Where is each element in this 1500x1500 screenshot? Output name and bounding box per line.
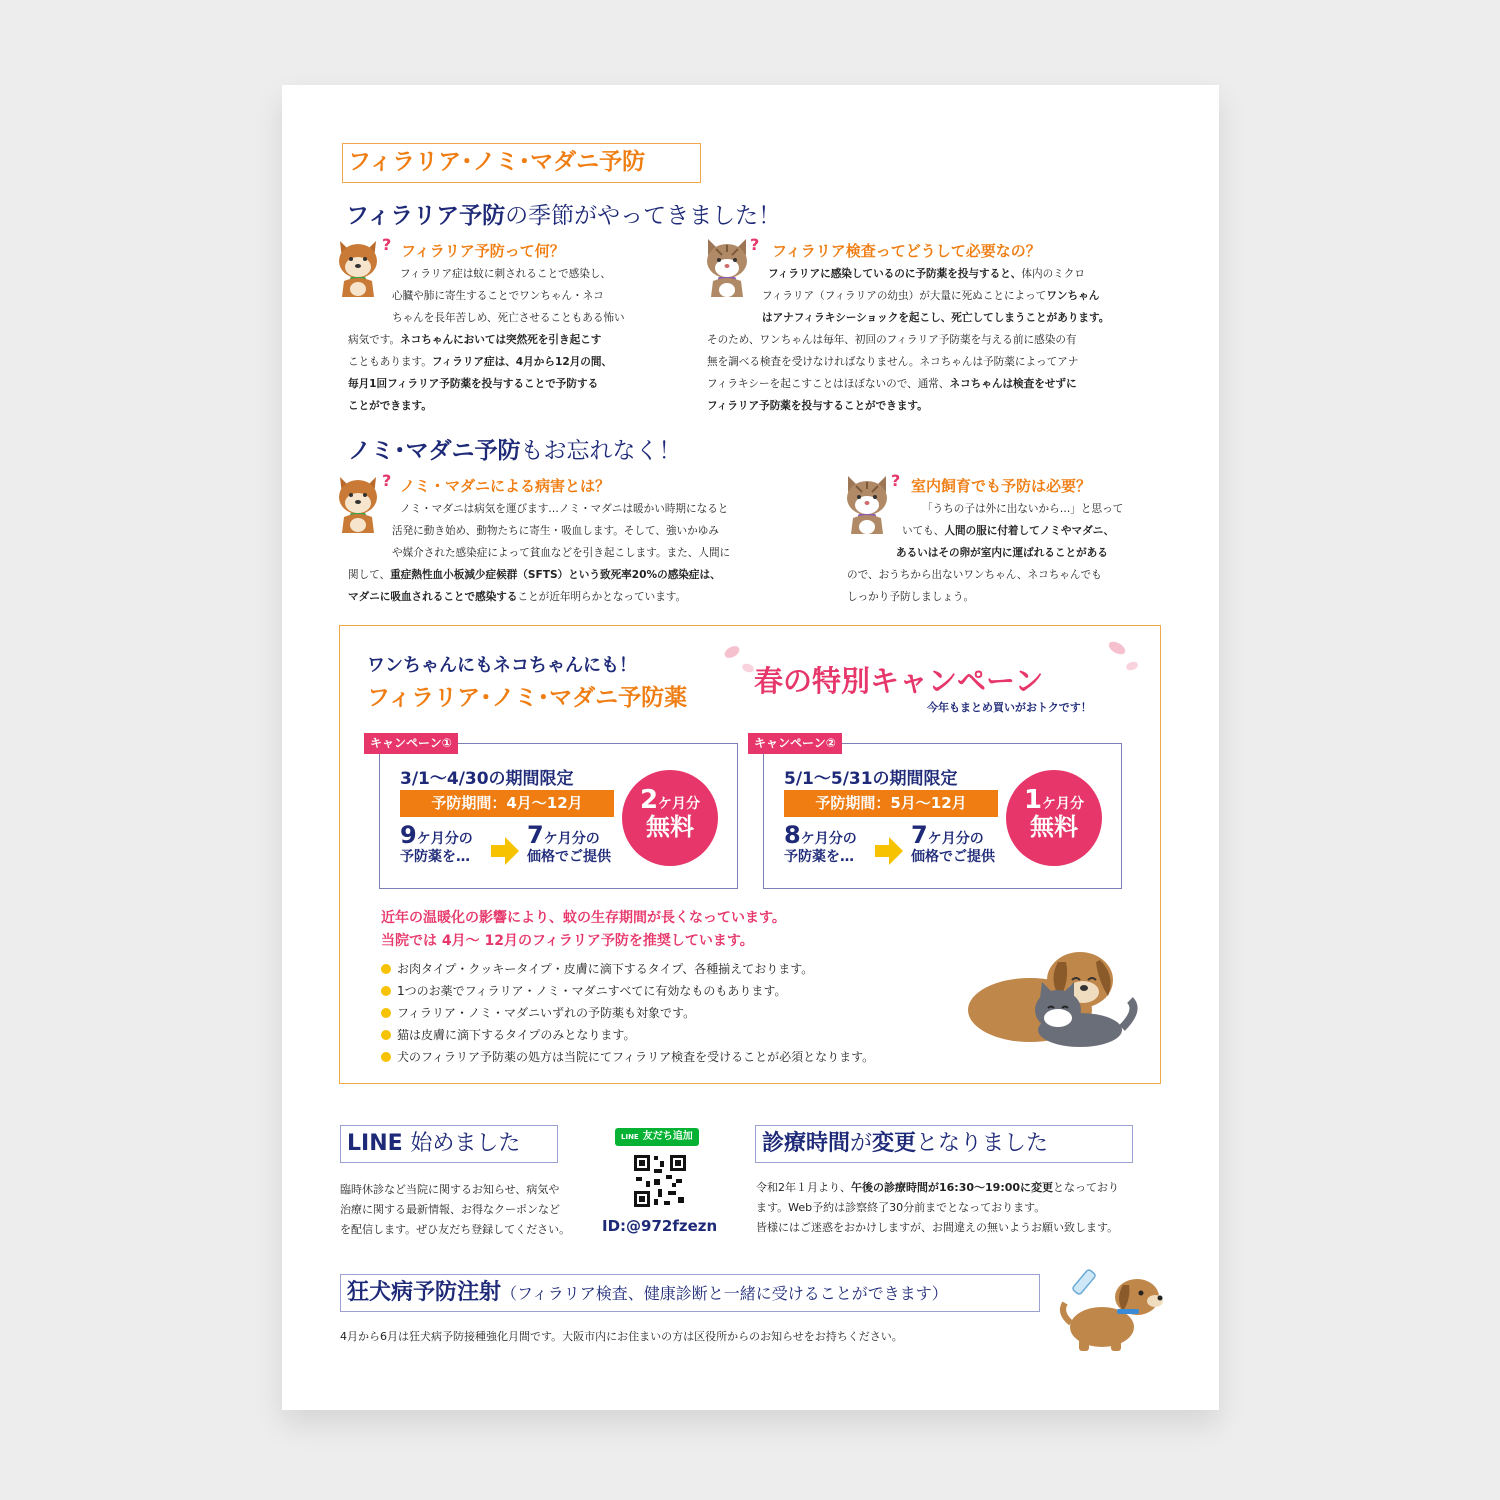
q4-line-4: ので、おうちから出ないワンちゃん、ネコちゃんでも [847,569,1102,581]
bullet-dot-icon [381,1052,391,1062]
question-mark-icon: ? [382,471,392,490]
q1-line-5a: こともあります。 [348,356,432,368]
campaign-1-free-badge [622,770,718,866]
hours-heading-d: となりました [916,1131,1049,1156]
line-text-2: 治療に関する最新情報、お得なクーポンなど [340,1203,560,1216]
line-text-3: を配信します。ぜひ友だち登録してください。 [340,1223,571,1236]
campaign-1-band: 予防期間：4月～12月 [400,790,614,817]
q3-line-3: や媒介された感染症によって貧血などを引き起こします。また、人間に [392,547,731,559]
bullet-dot-icon [381,1030,391,1040]
q3-line-2: 活発に動き始め、動物たちに寄生・吸血します。そして、強いかゆみ [392,525,719,537]
bullet-dot-icon [381,964,391,974]
q2-line-1b: 体内のミクロ [1021,268,1085,280]
line-logo-icon: LINE [621,1133,639,1141]
q1-line-4 [348,329,601,351]
warming-notice-2: 当院では 4月～ 12月のフィラリア予防を推奨しています。 [381,933,754,949]
campaign-1-to [527,821,611,866]
q4-line-2b: 人間の服に付着してノミやマダニ、 [944,525,1115,537]
q3-line-4a: 関して、 [348,569,391,581]
question-mark-icon: ? [891,471,901,490]
line-heading-a: LINE [347,1131,403,1156]
campaign-head-1: ワンちゃんにもネコちゃんにも！ [367,655,637,676]
q2-line-4: そのため、ワンちゃんは毎年、初回のフィラリア予防薬を与える前に感染の有 [707,334,1077,346]
campaign-2-from-a: ケ月分の [800,831,857,847]
campaign-1-free-unit: ケ月分 [658,796,701,812]
filaria-heading-rest: の季節がやってきました！ [505,203,782,229]
campaign-1-from-num: 9 [400,821,417,849]
campaign-1-from-a: ケ月分の [416,831,473,847]
list-item [381,980,874,1002]
rabies-heading [340,1274,1040,1312]
campaign-2-tag: キャンペーン② [748,733,842,754]
q3-line-5a: マダニに吸血されることで感染する [348,591,518,603]
q2-line-5: 無を調べる検査を受けなければなりません。ネコちゃんは予防薬によってアナ [707,356,1079,368]
question-mark-icon: ? [750,235,760,254]
nomi-heading-rest: もお忘れなく！ [520,438,682,464]
q2-title: フィラリア検査ってどうして必要なの？ [772,242,1041,260]
list-item [381,1046,874,1068]
cat-icon [702,235,752,297]
campaign-2-free-num: 1 [1023,785,1043,815]
arrow-right-icon [491,845,505,857]
campaign-2-from [784,821,857,866]
line-id: ID:@972fzezn [602,1217,718,1235]
qr-code-icon[interactable] [632,1153,688,1209]
line-heading-b: 始めました [410,1131,521,1156]
q2-line-2b: ワンちゃん [1046,290,1100,302]
spring-campaign-sub: 今年もまとめ買いがおトクです！ [927,701,1092,714]
q2-line-3: はアナフィラキシーショックを起こし、死亡してしまうことがあります。 [762,312,1110,324]
arrow-right-icon [505,837,519,865]
campaign-2-to-a: ケ月分の [927,831,984,847]
q1-line-2: 心臓や肺に寄生することでワンちゃん・ネコ [392,290,604,302]
campaign-1-period: 3/1～4/30の期間限定 [400,769,574,789]
hours-heading-c: 変更 [872,1131,917,1156]
line-heading [340,1125,558,1163]
bullet-text: お肉タイプ・クッキータイプ・皮膚に滴下するタイプ、各種揃えております。 [397,962,814,976]
dog-with-syringe-illustration [1057,1265,1167,1353]
hours-line-1 [756,1178,1119,1198]
arrow-right-icon [875,845,889,857]
q1-line-4b: ネコちゃんにおいては突然死を引き起こす [400,334,602,346]
q3-line-4b: 重症熱性血小板減少症候群（SFTS）という致死率20%の感染症は、 [390,569,721,581]
q4-line-1: 「うちの子は外に出ないから…」と思って [922,503,1124,515]
list-item [381,1002,874,1024]
q4-line-5: しっかり予防しましょう。 [847,591,975,603]
hours-heading-b: が [850,1131,873,1156]
campaign-1-from [400,821,473,866]
campaign-2-free-badge [1006,770,1102,866]
campaign-2-period: 5/1～5/31の期間限定 [784,769,958,789]
q2-line-1 [768,263,1085,285]
q1-line-5b: フィラリア症は、4月から12月の間、 [431,356,613,368]
bullet-dot-icon [381,1008,391,1018]
line-add-friend-label: 友だち追加 [642,1131,693,1142]
q3-line-5b: ことが近年明らかとなっています。 [517,591,687,603]
dog-and-cat-illustration [950,940,1140,1050]
q2-line-2 [762,285,1099,307]
shiba-dog-icon [334,235,382,297]
spring-title-b: キャンペーン [870,664,1044,698]
spring-title-a: 春の特別 [754,664,871,698]
hours-line-1c: となっており [1053,1181,1120,1194]
q1-line-4a: 病気です。 [348,334,401,346]
spring-campaign-title [754,659,1043,700]
q4-title: 室内飼育でも予防は必要？ [911,477,1092,495]
q1-line-7: ことができます。 [348,400,432,412]
bullet-text: 犬のフィラリア予防薬の処方は当院にてフィラリア検査を受けることが必須となります。 [397,1050,875,1064]
campaign-2-to-num: 7 [911,821,928,849]
q3-line-1: ノミ・マダニは病気を運びます…ノミ・マダニは暖かい時期になると [400,503,729,515]
q2-line-6b: ネコちゃんは検査をせずに [949,378,1077,390]
campaign-1-from-b: 予防薬を… [400,849,470,865]
q3-title: ノミ・マダニによる病害とは？ [400,477,611,495]
hours-heading [755,1125,1133,1163]
q1-line-3: ちゃんを長年苦しめ、死亡させることもある怖い [392,312,625,324]
campaign-2-free-label: 無料 [1030,813,1078,841]
line-add-friend-button[interactable] [615,1128,699,1146]
q1-line-5 [348,351,612,373]
q2-line-6 [707,373,1077,395]
campaign-2-from-num: 8 [784,821,801,849]
q1-line-1: フィラリア症は蚊に刺されることで感染し、 [400,268,612,280]
rabies-subtitle: （フィラリア検査、健康診断と一緒に受けることができます） [501,1284,948,1303]
hours-heading-a: 診療時間 [762,1131,851,1156]
arrow-right-icon [889,837,903,865]
q4-line-2 [902,520,1114,542]
list-item [381,1024,874,1046]
campaign-2-to [911,821,995,866]
campaign-head-2: フィラリア･ノミ･マダニ予防薬 [367,685,688,711]
warming-notice-1: 近年の温暖化の影響により、蚊の生存期間が長くなっています。 [381,910,786,926]
q2-line-7: フィラリア予防薬を投与することができます。 [707,400,928,412]
hours-line-2: ます。Web予約は診察終了30分前までとなっております。 [756,1201,1046,1214]
campaign-2-band: 予防期間：5月～12月 [784,790,998,817]
nomi-heading-strong: ノミ･マダニ予防 [348,438,521,464]
campaign-2-to-b: 価格でご提供 [911,849,995,865]
q4-line-3: あるいはその卵が室内に運ばれることがある [896,547,1108,559]
bullet-text: フィラリア・ノミ・マダニいずれの予防薬も対象です。 [397,1006,696,1020]
filaria-heading-strong: フィラリア予防 [346,203,506,229]
cat-icon [842,472,892,534]
q3-line-4 [348,564,721,586]
campaign-1-to-a: ケ月分の [543,831,600,847]
main-title: フィラリア･ノミ･マダニ予防 [342,143,701,183]
q2-line-6a: フィラキシーを起こすことはほぼないので、通常、 [707,378,950,390]
campaign-1-to-b: 価格でご提供 [527,849,611,865]
shiba-dog-icon [334,471,382,533]
campaign-1-free-label: 無料 [646,813,694,841]
rabies-note: 4月から6月は狂犬病予防接種強化月間です。大阪市内にお住まいの方は区役所からのお知らせをお持ちください。 [340,1330,903,1343]
q1-title: フィラリア予防って何？ [401,242,565,260]
hours-line-1b: 午後の診療時間が16:30～19:00に変更 [851,1181,1054,1194]
bullet-text: 1つのお薬でフィラリア・ノミ・マダニすべてに有効なものもあります。 [397,984,787,998]
q1-line-6: 毎月1回フィラリア予防薬を投与することで予防する [348,378,599,390]
question-mark-icon: ? [382,235,392,254]
bullet-dot-icon [381,986,391,996]
list-item [381,958,874,980]
bullet-text: 猫は皮膚に滴下するタイプのみとなります。 [397,1028,636,1042]
flyer-page [282,85,1219,1410]
q2-line-2a: フィラリア（フィラリアの幼虫）が大量に死ぬことによって [762,290,1047,302]
nomi-heading [348,432,682,465]
hours-line-3: 皆様にはご迷惑をおかけしますが、お間違えの無いようお願い致します。 [756,1221,1119,1234]
campaign-1-to-num: 7 [527,821,544,849]
rabies-title: 狂犬病予防注射 [347,1280,502,1305]
campaign-2-from-b: 予防薬を… [784,849,854,865]
q4-line-2a: いても、 [902,525,945,537]
q2-line-1a: フィラリアに感染しているのに予防薬を投与すると、 [768,268,1022,280]
campaign-1-free-num: 2 [639,785,659,815]
hours-line-1a: 令和2年１月より、 [756,1181,851,1194]
filaria-heading [346,197,781,230]
line-text-1: 臨時休診など当院に関するお知らせ、病気や [340,1183,560,1196]
campaign-bullet-list [381,958,874,1068]
q3-line-5 [348,586,686,608]
campaign-1-tag: キャンペーン① [364,733,458,754]
campaign-2-free-unit: ケ月分 [1042,796,1085,812]
